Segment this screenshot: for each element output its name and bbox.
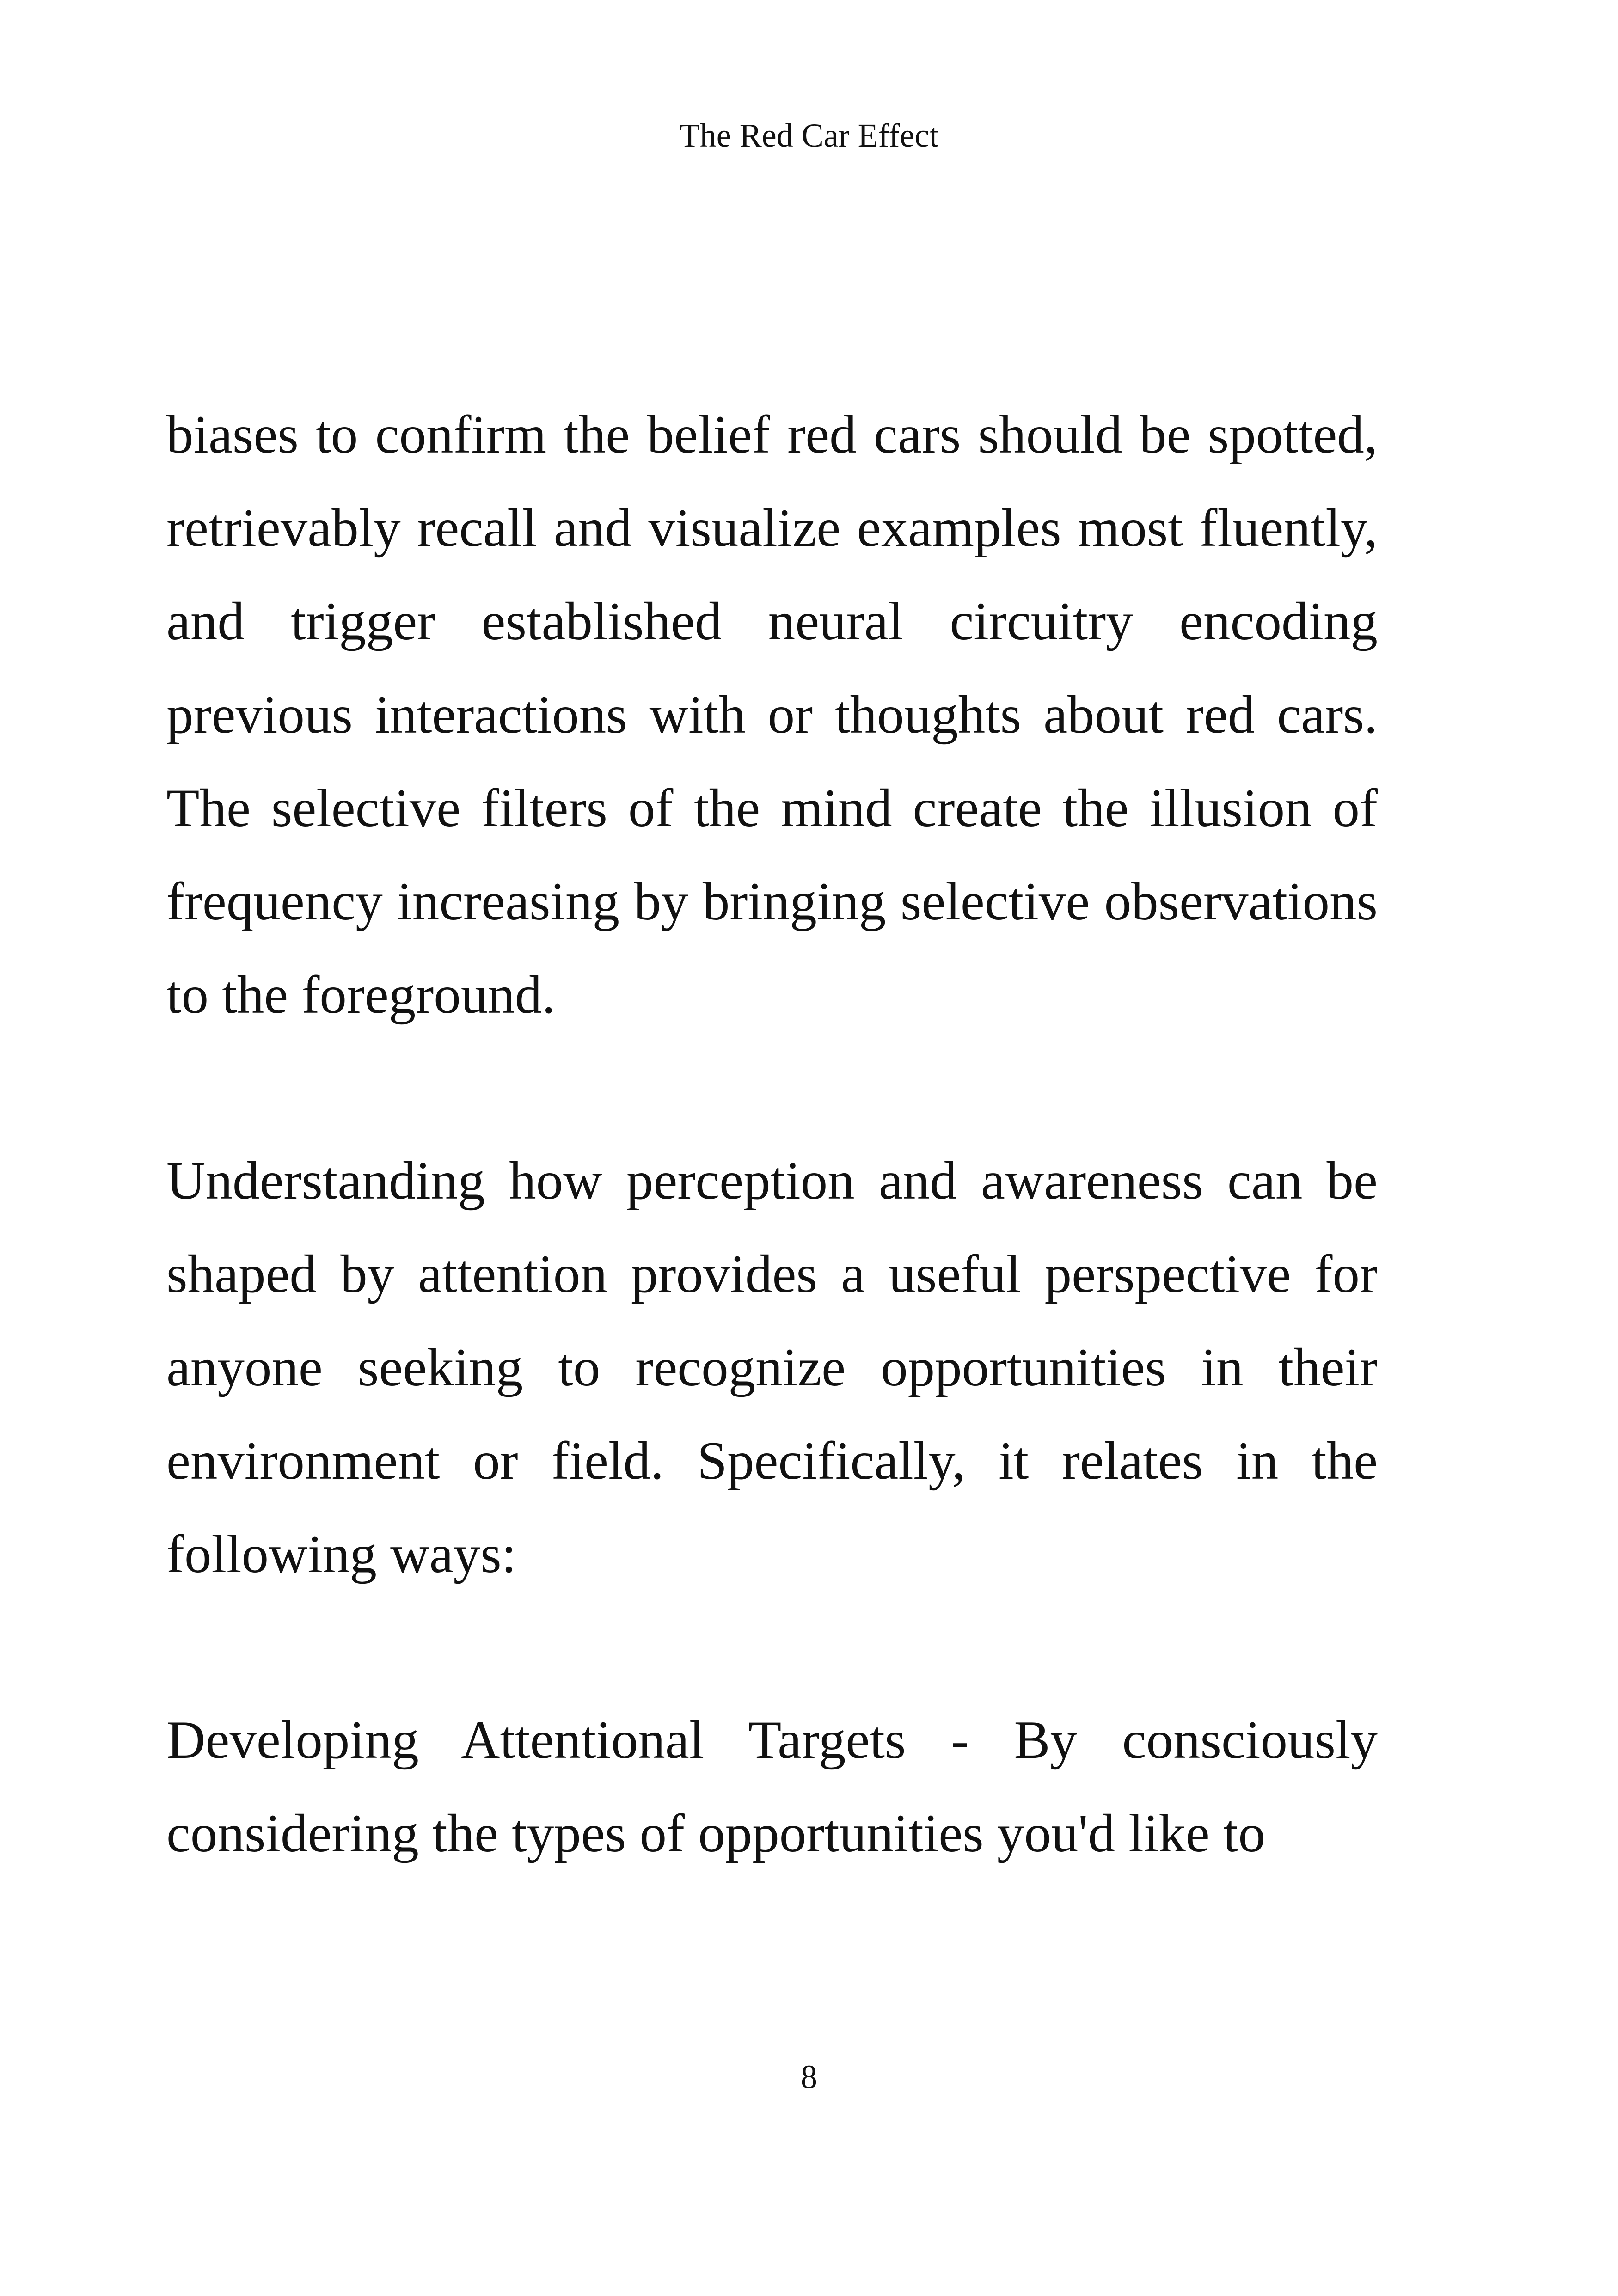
paragraph-1: biases to confirm the belief red cars should be spotted, retrievably recall and visualize examples most fluently, and trigger established neural circuitry encoding previous interactions with or thoughts about red cars. The selective filters of the mind create the illusion of frequency increasing by bringing selective observations to the foreground. (166, 405, 1378, 1025)
body-text (166, 388, 1378, 1880)
paragraph-2: Understanding how perception and awareness can be shaped by attention provides a useful perspective for anyone seeking to recognize opportunities in their environment or field. Specifically, it relates in the following ways: (166, 1151, 1378, 1584)
running-header: The Red Car Effect (679, 117, 939, 154)
paragraph-3: Developing Attentional Targets - By consciously considering the types of opportunities you'd like to (166, 1710, 1378, 1863)
page-number: 8 (801, 2058, 817, 2095)
